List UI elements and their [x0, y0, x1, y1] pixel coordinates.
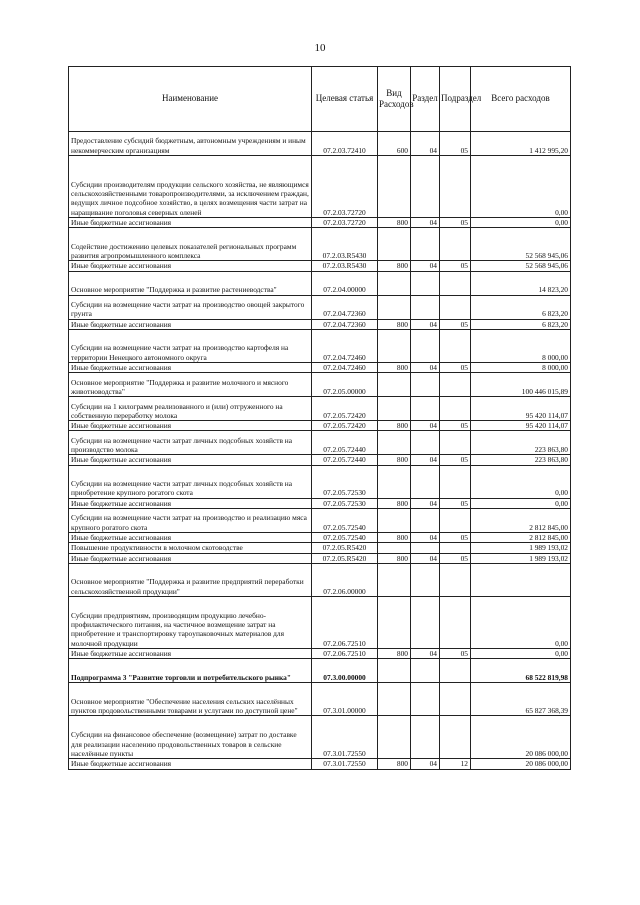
row-subsection: [440, 397, 471, 421]
table-row: [69, 498, 571, 508]
header-name: Наименование: [69, 67, 312, 132]
row-subsection: 05: [440, 261, 471, 271]
row-subsection: [440, 596, 471, 648]
row-target-article: 07.2.05.R5420: [312, 543, 378, 553]
table-row: [69, 271, 571, 295]
table-row: [69, 543, 571, 553]
table-row: [69, 228, 571, 261]
row-expense-type: [378, 431, 411, 455]
row-name: Иные бюджетные ассигнования: [69, 218, 312, 228]
row-expense-type: [378, 373, 411, 397]
row-name: Иные бюджетные ассигнования: [69, 362, 312, 372]
row-target-article: 07.2.03.R5430: [312, 228, 378, 261]
row-expense-type: [378, 329, 411, 362]
table-row: [69, 295, 571, 319]
row-expense-type: 800: [378, 218, 411, 228]
row-expense-type: [378, 543, 411, 553]
row-expense-type: [378, 716, 411, 759]
row-expense-type: 800: [378, 759, 411, 769]
row-section: 04: [411, 759, 440, 769]
row-section: 04: [411, 455, 440, 465]
row-subsection: [440, 509, 471, 533]
row-total: 223 863,80: [471, 455, 571, 465]
table-row: [69, 132, 571, 156]
row-target-article: 07.3.01.72550: [312, 716, 378, 759]
row-expense-type: [378, 659, 411, 683]
row-target-article: 07.2.03.72410: [312, 132, 378, 156]
row-subsection: 05: [440, 648, 471, 658]
table-row: [69, 553, 571, 563]
row-section: [411, 683, 440, 716]
table-row: [69, 261, 571, 271]
table-body: [69, 132, 571, 770]
row-expense-type: [378, 563, 411, 596]
table-row: [69, 329, 571, 362]
row-target-article: 07.3.00.00000: [312, 659, 378, 683]
row-name: Иные бюджетные ассигнования: [69, 319, 312, 329]
row-expense-type: 800: [378, 648, 411, 658]
row-expense-type: [378, 228, 411, 261]
header-row: [69, 67, 571, 132]
row-section: 04: [411, 132, 440, 156]
row-target-article: 07.2.05.72420: [312, 421, 378, 431]
row-name: Иные бюджетные ассигнования: [69, 261, 312, 271]
row-total: 0,00: [471, 218, 571, 228]
row-expense-type: [378, 295, 411, 319]
row-name: Иные бюджетные ассигнования: [69, 533, 312, 543]
row-expense-type: 800: [378, 498, 411, 508]
row-target-article: 07.2.05.R5420: [312, 553, 378, 563]
row-target-article: 07.2.06.72510: [312, 596, 378, 648]
row-subsection: [440, 228, 471, 261]
row-target-article: 07.2.04.72460: [312, 329, 378, 362]
row-name: Иные бюджетные ассигнования: [69, 498, 312, 508]
row-name: Содействие достижению целевых показателей региональных программ развития агропромышленного комплекса: [69, 228, 312, 261]
row-name: Повышение продуктивности в молочном скотоводстве: [69, 543, 312, 553]
row-expense-type: 800: [378, 553, 411, 563]
row-section: [411, 563, 440, 596]
table-row: [69, 421, 571, 431]
row-target-article: 07.2.05.72440: [312, 455, 378, 465]
row-total: 0,00: [471, 156, 571, 218]
row-name: Иные бюджетные ассигнования: [69, 455, 312, 465]
table-row: [69, 648, 571, 658]
header-target-article: Целевая статья: [312, 67, 378, 132]
row-name: Предоставление субсидий бюджетным, автономным учреждениям и иным некоммерческим организациям: [69, 132, 312, 156]
row-subsection: [440, 295, 471, 319]
row-section: [411, 716, 440, 759]
row-expense-type: [378, 596, 411, 648]
row-total: 1 989 193,02: [471, 553, 571, 563]
row-total: 52 568 945,06: [471, 228, 571, 261]
row-total: 1 412 995,20: [471, 132, 571, 156]
row-section: 04: [411, 362, 440, 372]
row-subsection: 12: [440, 759, 471, 769]
row-subsection: 05: [440, 362, 471, 372]
row-subsection: [440, 659, 471, 683]
row-section: 04: [411, 218, 440, 228]
row-name: Иные бюджетные ассигнования: [69, 648, 312, 658]
row-name: Субсидии на возмещение части затрат личных подсобных хозяйств на производство молока: [69, 431, 312, 455]
row-expense-type: 600: [378, 132, 411, 156]
row-target-article: 07.2.05.00000: [312, 373, 378, 397]
row-expense-type: 800: [378, 533, 411, 543]
table-row: [69, 465, 571, 498]
row-total: 65 827 368,39: [471, 683, 571, 716]
row-expense-type: [378, 683, 411, 716]
row-section: [411, 373, 440, 397]
row-section: [411, 329, 440, 362]
table-row: [69, 455, 571, 465]
row-target-article: 07.2.05.72540: [312, 533, 378, 543]
row-subsection: 05: [440, 319, 471, 329]
table-row: [69, 509, 571, 533]
row-total: 0,00: [471, 596, 571, 648]
row-total: 52 568 945,06: [471, 261, 571, 271]
row-subsection: [440, 683, 471, 716]
row-section: 04: [411, 319, 440, 329]
page-number: 10: [314, 42, 326, 54]
table-row: [69, 156, 571, 218]
row-subsection: [440, 431, 471, 455]
row-target-article: 07.2.05.72440: [312, 431, 378, 455]
row-expense-type: 800: [378, 455, 411, 465]
row-target-article: 07.2.04.72360: [312, 295, 378, 319]
row-target-article: 07.2.04.72360: [312, 319, 378, 329]
row-section: [411, 465, 440, 498]
row-section: [411, 156, 440, 218]
row-target-article: 07.2.03.72720: [312, 218, 378, 228]
row-expense-type: 800: [378, 362, 411, 372]
table-row: [69, 533, 571, 543]
row-target-article: 07.3.01.00000: [312, 683, 378, 716]
row-total: 2 812 845,00: [471, 509, 571, 533]
row-total: 1 989 193,02: [471, 543, 571, 553]
table-row: [69, 683, 571, 716]
row-section: [411, 271, 440, 295]
row-section: [411, 431, 440, 455]
row-expense-type: [378, 271, 411, 295]
table-row: [69, 397, 571, 421]
row-name: Субсидии на возмещение части затрат на производство и реализацию мяса крупного рогатого скота: [69, 509, 312, 533]
row-section: 04: [411, 648, 440, 658]
row-total: 8 000,00: [471, 329, 571, 362]
row-target-article: 07.2.05.72540: [312, 509, 378, 533]
row-total: 0,00: [471, 465, 571, 498]
row-name: Субсидии на возмещение части затрат личных подсобных хозяйств на приобретение крупного рогатого скота: [69, 465, 312, 498]
row-total: 20 086 000,00: [471, 759, 571, 769]
row-total: 20 086 000,00: [471, 716, 571, 759]
row-expense-type: [378, 397, 411, 421]
header-expense-type: Вид Расходов: [378, 67, 411, 132]
row-name: Субсидии на финансовое обеспечение (возмещение) затрат по доставке для реализации населению продовольственных товаров в сельские населённые пункты: [69, 716, 312, 759]
row-expense-type: [378, 509, 411, 533]
table-row: [69, 362, 571, 372]
row-total: 6 823,20: [471, 319, 571, 329]
row-subsection: [440, 156, 471, 218]
row-expense-type: 800: [378, 319, 411, 329]
row-total: 14 823,20: [471, 271, 571, 295]
table-row: [69, 716, 571, 759]
header-subsection: Подраздел: [440, 67, 471, 132]
row-name: Субсидии на 1 килограмм реализованного и (или) отгруженного на собственную переработку молока: [69, 397, 312, 421]
table-row: [69, 218, 571, 228]
row-subsection: 05: [440, 498, 471, 508]
row-target-article: 07.2.06.72510: [312, 648, 378, 658]
row-expense-type: [378, 156, 411, 218]
row-target-article: 07.2.04.72460: [312, 362, 378, 372]
row-name: Субсидии на возмещение части затрат на производство овощей закрытого грунта: [69, 295, 312, 319]
row-section: [411, 228, 440, 261]
row-subsection: 05: [440, 533, 471, 543]
row-name: Иные бюджетные ассигнования: [69, 553, 312, 563]
row-subsection: [440, 543, 471, 553]
row-total: [471, 563, 571, 596]
table-row: [69, 659, 571, 683]
row-name: Основное мероприятие "Поддержка и развитие молочного и мясного животноводства": [69, 373, 312, 397]
budget-table: [68, 66, 571, 770]
row-section: 04: [411, 533, 440, 543]
row-total: 0,00: [471, 498, 571, 508]
table-row: [69, 373, 571, 397]
row-total: 100 446 015,89: [471, 373, 571, 397]
row-target-article: 07.2.05.72530: [312, 465, 378, 498]
row-subsection: [440, 716, 471, 759]
row-name: Иные бюджетные ассигнования: [69, 759, 312, 769]
row-total: 223 863,80: [471, 431, 571, 455]
table-row: [69, 431, 571, 455]
row-section: 04: [411, 553, 440, 563]
header-section: Раздел: [411, 67, 440, 132]
row-name: Основное мероприятие "Поддержка и развитие растениеводства": [69, 271, 312, 295]
row-target-article: 07.2.05.72420: [312, 397, 378, 421]
row-expense-type: 800: [378, 421, 411, 431]
row-total: 8 000,00: [471, 362, 571, 372]
row-target-article: 07.2.05.72530: [312, 498, 378, 508]
row-section: [411, 543, 440, 553]
table-row: [69, 596, 571, 648]
row-name: Субсидии предприятиям, производящим продукцию лечебно-профилактического питания, на частичное возмещение затрат на приобретение и транспортировку тарoупаковочных материалов для молочной продукции: [69, 596, 312, 648]
row-total: 95 420 114,07: [471, 421, 571, 431]
row-name: Субсидии производителям продукции сельского хозяйства, не являющимся сельскохозяйственными товаропроизводителями, за исключением граждан, ведущих личное подсобное хозяйство, в целях возмещения части затрат на наращивание поголовья северных оленей: [69, 156, 312, 218]
row-name: Подпрограмма 3 "Развитие торговли и потребительского рынка": [69, 659, 312, 683]
row-total: 2 812 845,00: [471, 533, 571, 543]
row-total: 6 823,20: [471, 295, 571, 319]
row-target-article: 07.2.03.72720: [312, 156, 378, 218]
row-section: [411, 295, 440, 319]
row-section: 04: [411, 498, 440, 508]
row-subsection: [440, 271, 471, 295]
row-subsection: [440, 465, 471, 498]
row-expense-type: [378, 465, 411, 498]
row-name: Основное мероприятие "Поддержка и развитие предприятий переработки сельскохозяйственной продукции": [69, 563, 312, 596]
row-subsection: 05: [440, 455, 471, 465]
row-target-article: 07.2.04.00000: [312, 271, 378, 295]
row-expense-type: 800: [378, 261, 411, 271]
row-target-article: 07.3.01.72550: [312, 759, 378, 769]
row-name: Основное мероприятие "Обеспечение населения сельских населённых пунктов продовольственными товарами и услугами по доступной цене": [69, 683, 312, 716]
row-section: [411, 509, 440, 533]
row-total: 0,00: [471, 648, 571, 658]
table-row: [69, 563, 571, 596]
row-target-article: 07.2.03.R5430: [312, 261, 378, 271]
row-section: 04: [411, 261, 440, 271]
row-subsection: 05: [440, 218, 471, 228]
row-subsection: [440, 329, 471, 362]
row-section: [411, 659, 440, 683]
row-total: 68 522 819,98: [471, 659, 571, 683]
row-name: Субсидии на возмещение части затрат на производство картофеля на территории Ненецкого автономного округа: [69, 329, 312, 362]
table-row: [69, 759, 571, 769]
row-section: 04: [411, 421, 440, 431]
row-total: 95 420 114,07: [471, 397, 571, 421]
row-subsection: [440, 373, 471, 397]
header-total: Всего расходов: [471, 67, 571, 132]
row-subsection: 05: [440, 132, 471, 156]
row-section: [411, 596, 440, 648]
row-section: [411, 397, 440, 421]
row-subsection: 05: [440, 421, 471, 431]
row-target-article: 07.2.06.00000: [312, 563, 378, 596]
table-row: [69, 319, 571, 329]
row-subsection: 05: [440, 553, 471, 563]
row-subsection: [440, 563, 471, 596]
row-name: Иные бюджетные ассигнования: [69, 421, 312, 431]
